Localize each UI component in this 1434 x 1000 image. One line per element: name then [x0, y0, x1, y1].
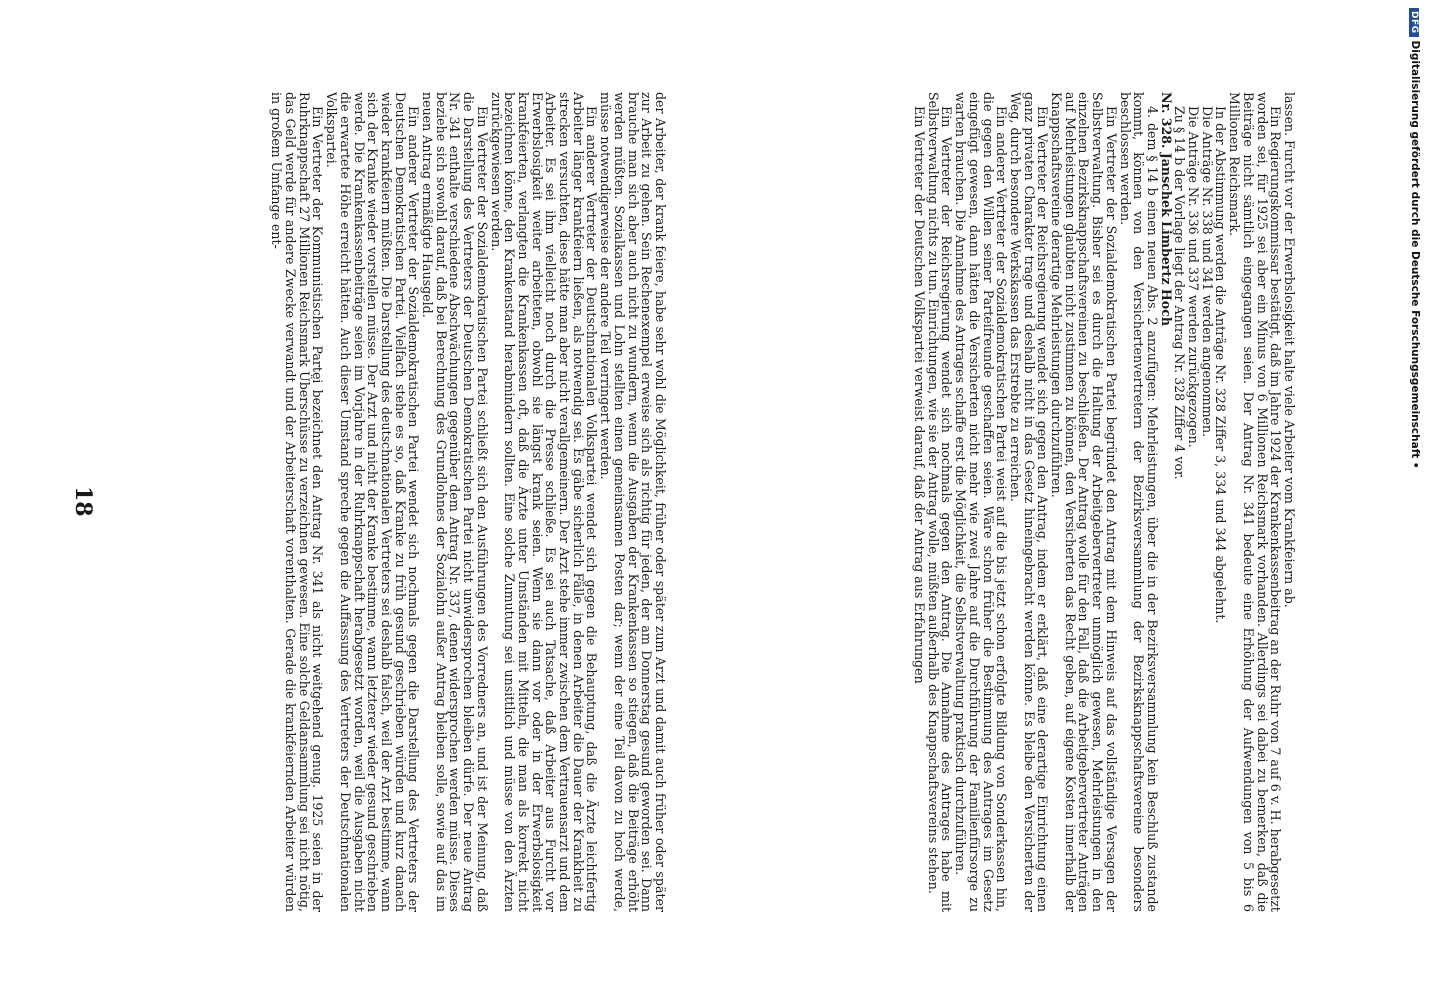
top-column [912, 92, 1296, 912]
bottom-column [270, 92, 667, 912]
paragraph: Ein Vertreter der Sozialdemokratischen Partei schließt sich den Ausführungen des Vorredners an, und ist der Meinung, daß die Darstellung des Vertreters der Deutschen Demokratischen Partei nicht unwidersprochen bleiben dürfe. Der neue Antrag Nr. 341 enthalte verschiedene Abschwächungen gegenüber dem Antrag Nr. 337, denen widersprochen werden müsse. Dieses beziehe sich sowohl darauf, daß bei Berechnung des Grundlohnes der Sozialohn außer Antrag bleiben solle, sowie auf das im neuen Antrag ermäßigte Hausgeld. [420, 92, 490, 912]
paragraph: Ein anderer Vertreter der Deutschnationalen Volkspartei wendet sich gegen die Behauptung, daß die Ärzte leichtfertig Arbeiter länger krankfeiern ließen, als notwendig sei. Es gäbe sicherlich Fälle, in denen Arbeiter die Dauer der Krankheit zu strecken versuchten, diese hätte man aber nicht verallgemeinern. Der Arzt stehe immer zwischen dem Vertrauensarzt und dem Arbeiter. Es sei ihm vielleicht noch durch die Presse schließe. Es sei auch Tatsache, daß Arbeiter aus Furcht vor Erwerbslosigkeit weiter arbeiteten, obwohl sie längst krank seien. Wenn sie dann vor oder in der Erwerbslosigkeit krankfeierten, verlangten die Krankenkassen oft, daß die Ärzte unter Umständen mit Mitteln, die man als korrekt nicht bezeichnen könne, den Krankenstand herabmindern sollten. Eine solche Zumutung sei unsittlich und müsse von den Ärzten zurückgewiesen werden. [488, 92, 600, 912]
paragraph: Ein Vertreter der Kommunistischen Partei bezeichnet den Antrag Nr. 341 als nicht weitgehend genug. 1925 seien in der Ruhrknappschaft 27 Millionen Reichsmark Überschüsse zu verzeichnen gewesen. Eine solche Geldansammlung sei nicht nötig, das Geld werde für andere Zwecke verwandt und der Arbeiterschaft vorenthalten. Gerade die krankfeiernden Arbeiter würden in großem Umfange ent- [269, 92, 326, 912]
paragraph: Ein Vertreter der Reichsregierung wendet sich gegen den Antrag, indem er erklärt, daß eine derartige Einrichtung einen ganz privaten Charakter trage und deshalb nicht in das Gesetz hineingebracht werden könne. Es bleibe den Versicherten der Weg, durch besondere Werkskassen das Erstrebte zu erreichen. [1007, 92, 1051, 912]
paragraph: Zu § 14 b der Vorlage liegt der Antrag Nr. 328 Ziffer 4 vor. [1172, 106, 1188, 480]
paragraph: Ein anderer Vertreter der Sozialdemokratischen Partei wendet sich nochmals gegen die Darstellung des Vertreters der Deutschen Demokratischen Partei. Vielfach stehe es so, daß Kranke zu früh gesund geschrieben würden und kurz danach wieder krankfeiern müßten. Die Darstellung des deutschnationalen Vertreters sei deshalb falsch, weil der Arzt bestimme, wann sich der Kranke wieder vorstellen müsse. Der Arzt und nicht der Kranke bestimme, wann letzterer wieder gesund geschrieben werde. Die Krankenkassenbeiträge seien im Vorjahre in der Ruhrknappschaft herabgesetzt worden, weil die Ausgaben nicht die erwartete Höhe erreicht hätten. Auch dieser Umstand spreche gegen die Auffassung des Vertreters der Deutschnationalen Volkspartei. [324, 92, 422, 912]
motion-heading: Nr. 328. Janschek Limbertz Hoch [1158, 92, 1174, 327]
dfg-logo: DFG [1409, 8, 1419, 37]
sidebar-credit [1409, 8, 1421, 469]
motion-text: 4. dem § 14 b einen neuen Abs. 2 anzufügen: Mehrleistungen, über die in der Bezirksversammlung kein Beschluß zustande kommt, können von den Versichertenvertretern der Bezirksversammlung der Bezirksknappschaftsvereine besonders beschlossen werden. [1117, 92, 1160, 912]
paragraph: Die Anträge Nr. 336 und 337 werden zurückgezogen. [1186, 106, 1202, 448]
sidebar-credit-text: Digitalisierung gefördert durch die Deutsche Forschungsgemeinschaft • [1409, 40, 1421, 469]
paragraph: der Arbeiter, der krank feiere, habe sehr wohl die Möglichkeit, früher oder später zum Arzt und damit auch früher oder später zur Arbeit zu gehen. Sein Rechenexempel erweise sich als richtig für jeden, der am Donnerstag gesund geworden sei. Dann brauche man sich aber auch nicht zu wundern, wenn die Ausgaben der Krankenkassen so stiegen, daß die Beiträge erhöht werden müßten. Sozialkassen und Lohn stellten einen gemeinsamen Posten dar; wenn der eine Teil davon zu hoch werde, müsse notwendigerweise der andere Teil verringert werden. [598, 92, 668, 912]
paragraph: Ein anderer Vertreter der Sozialdemokratischen Partei weist auf die bis jetzt schon erfolgte Bildung von Sonderkassen hin, die gegen den Willen seiner Parteifreunde geschaffen seien. Wäre schon früher die Bestimmung des Antrages im Gesetz eingefügt gewesen, dann hätten die Versicherten nicht mehr wie zwei Jahre auf die Durchführung der Familienfürsorge zu warten brauchen. Die Annahme des Antrages schaffe erst die Möglichkeit, die Selbstverwaltung praktisch durchzuführen. [953, 92, 1010, 912]
paragraph: Ein Vertreter der Deutschen Volkspartei verweist darauf, daß der Antrag aus Erfahrungen [912, 106, 928, 684]
page-number: 18 [70, 486, 96, 517]
paragraph: lassen. Furcht vor der Erwerbslosigkeit halte viele Arbeiter vom Krankfeiern ab. [1282, 92, 1297, 608]
paragraph: Ein Vertreter der Sozialdemokratischen Partei begründet den Antrag mit dem Hinweis auf das vollständige Versagen der Selbstverwaltung. Bisher sei es durch die Haltung der Arbeitgebervertreter unmöglich gewesen, Mehrleistungen in den einzelnen Bezirksknappschaftsvereinen zu beschließen. Der Antrag wolle für den Fall, daß die Arbeitgebervertreter Anträgen auf Mehrleistungen glaubten nicht zustimmen zu können, den Versicherten das Recht geben, auf eigene Kosten innerhalb der Knappschaftsvereine derartige Mehrleistungen durchzuführen. [1049, 92, 1119, 912]
paragraph: Die Anträge Nr. 338 und 341 werden angenommen. [1199, 106, 1215, 438]
paragraph: In der Abstimmung werden die Anträge Nr. 328 Ziffer 3, 334 und 344 abgelehnt. [1213, 106, 1229, 624]
digitization-sidebar [1406, 8, 1428, 888]
paragraph: Ein Regierungskommissar bestätigt, daß im Jahre 1924 der Krankenkassenbeitrag an der Ruhr von 7 auf 6 v. H. herabgesetzt worden sei, für 1925 sei aber ein Minus von 6 Millionen Reichsmark vorhanden. Allerdings sei dabei zu bemerken, daß die Beiträge nicht sämtlich eingegangen seien. Der Antrag Nr. 341 bedeute eine Erhöhung der Aufwendungen von 5 bis 6 Millionen Reichsmark. [1227, 92, 1284, 912]
paragraph: Ein Vertreter der Reichsregierung wendet sich nochmals gegen den Antrag. Die Annahme des Antrages habe mit Selbstverwaltung nichts zu tun. Einrichtungen, wie sie der Antrag wolle, müßten außerhalb des Knappschaftsvereins stehen. [925, 92, 955, 912]
